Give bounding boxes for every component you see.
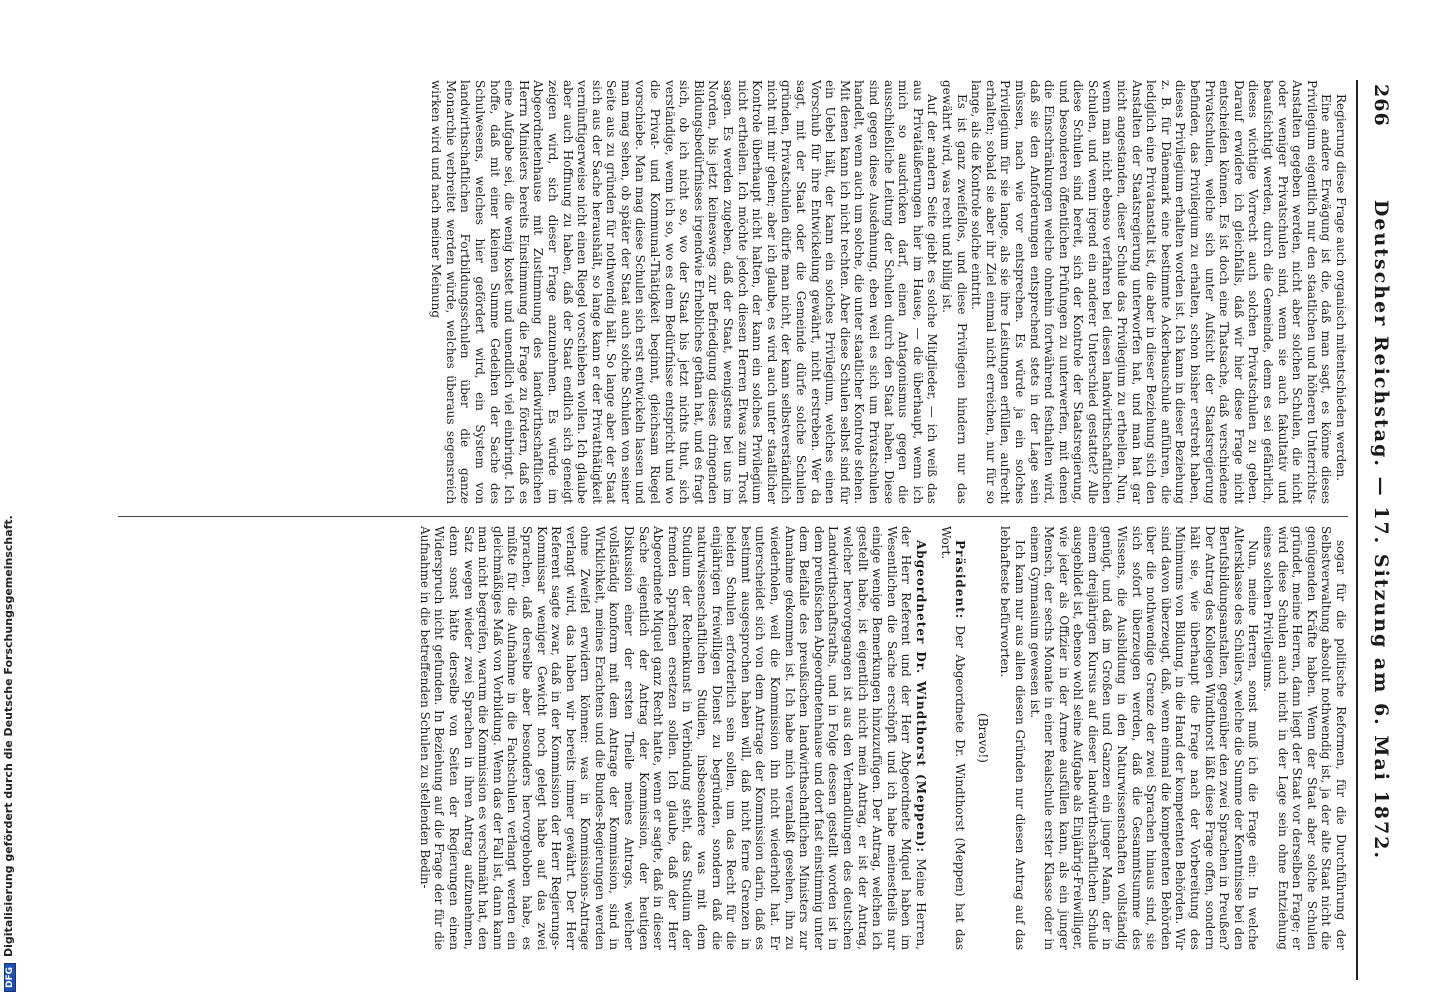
speaker-label: Abgeordneter Dr. Windthorst (Meppen): xyxy=(913,540,928,853)
page-number: 266 xyxy=(1370,84,1392,127)
president-remark xyxy=(938,526,967,950)
running-title: Deutscher Reichstag. — 17. Sitzung am 6. Mai 1872. xyxy=(1370,199,1392,861)
left-paragraph-2: Eine andere Erwägung ist die, daß man sagt, es könne dieses Privilegium eigentlich nur den staatlichen und höheren Unterrichts-Anstalten gegeben werden, nicht aber solchen Schulen, die nicht oder weniger Privatschulen sind, wenn sie auch fakultativ und beaufsichtigt werden, durch die Gemeinde, denn es sei gefährlich, dieses wichtige Vorrecht auch solchen Privatschulen zu geben. Darauf erwidere ich gleichfalls, daß wir hier diese Frage nicht entscheiden können. Es ist doch eine Thatsache, daß verschiedene Privatschulen, welche sich unter Aufsicht der Staatsregierung befinden, das Privilegium zu erhalten, schon bisher erstrebt haben, dieses Privilegium erhalten worden ist. Ich kann in dieser Beziehung z. B. für Dänemark eine bestimmte Ackerbauschule anführen, die lediglich eine Privatanstalt ist, die aber in dieser Beziehung sich den Anstalten der Staatsregierung unterworfen hat, und man hat gar nicht angestanden, dieser Schule das Privilegium zu ertheilen. Nun, wenn man nicht ebenso verfahren bei diesen landwirthschaftlichen Schulen, und wenn irgend ein anderer Unterschied gestattet? Alle diese Schulen sind bereit, sich der Kontrole der Staatsregierung, und besonderen öffentlichen Prüfungen zu unterwerfen, mit denen die Einschränkungen welche ohnehin fortwährend festhalten wird, daß sie den Anforderungen entsprechend stets in der Lage sein müssen, nach wie vor entsprechen. Es würde ja ein solches Privilegium für sie lange, als sie ihre Leistungen erfüllen, aufrecht erhalten; sobald sie aber ihr Ziel einmal nicht erreichen, nur für so lange, als die Kontrole solche eintritt. xyxy=(969,80,1334,504)
attribution-strip xyxy=(0,0,18,1000)
attribution-text: Digitalisierung gefördert durch die Deutsche Forschungsgemeinschaft. xyxy=(2,515,15,957)
left-paragraph-4: Auf der andern Seite giebt es solche Mitglieder, — ich weiß das aus Privatäußerungen hier im Hause, — die überhaupt, wenn ich mich so ausdrücken darf, einen Antagonismus gegen die ausschließliche Leitung der Schulen durch den Staat haben. Diese sind gegen diese Ausdehnung, eben weil es sich um Privatschulen handelt, wenn auch um solche, die unter staatlicher Kontrole stehen. Mit denen kann ich nicht rechten. Aber diese Schulen selbst sind für ein Uebel hält, der kann ein solches Privilegium, welches einen Vorschub für ihre Entwickelung gewährt, nicht erstreben. Wer da sagt, mit der Staat oder die Gemeinde dürfe solche Schulen gründen, Privatschulen dürfe man nicht, der kann selbstverständlich nicht mit mir gehen; aber ich glaube, es wird auch unter staatlicher Kontrole überhaupt nicht halten, der kann ein solches Privilegium nicht ertheilen. Ich möchte jedoch diesen Herren Etwas zum Trost sagen. Es werden zugeben, daß der Staat, wenigstens bei uns im Norden, bis jetzt keineswegs zur Befriedigung dieses dringenden Bildungsbedürfnisses irgendwie Erhebliches gethan hat, und es fragt sich, ob ich nicht so, wo der Staat bis jetzt nichts thut, sich verständige, wenn ich so, wo es dem Bedürfnisse entspricht und wo die Privat- und Kommunal-Thätigkeit beginnt, gleichsam Riegel vorschiebe. Man mag diese Schulen sich erst entwickeln lassen und man mag sehen, ob später der Staat auch solche Schulen von seiner Seite aus zu gründen für nothwendig hält. So lange aber der Staat sich aus der Sache heraushält, so lange kann er der Privatthätigkeit vernünftigerweise nicht einen Riegel vorschieben wollen. Ich glaube aber auch Hoffnung zu haben, daß der Staat endlich sich geneigt zeigen wird, sich dieser Frage anzunehmen. Es würde im Abgeordnetenhause mit Zustimmung des landwirthschaftlichen Herrn Ministers bereits Einstimmung die Frage zu fördern, daß es eine Aufgabe sei, die wenig kostet und unendlich viel einbringt. Ich hoffe, daß mit einer kleinen Summe Gedeihen der Sache des Schulwesens, welches hier gefördert wird, ein System von landwirthschaftlichen Fortbildungsschulen über die ganze Monarchie verbreitet werden würde, welches überaus segensreich wirken wird und nach meiner Meinung xyxy=(429,80,940,504)
right-paragraph-1: sogar für die politische Reformen, für die Durchführung der Selbstverwaltung absolut nothwendig ist, ja der alte Staat nicht die genügenden Kräfte haben. Wenn der Staat aber solche Schulen gründet, meine Herren, dann liegt der Staat vor derselben Frage; er wird diese Schulen auch nicht in der Lage sein ohne Entziehung eines solchen Privilegiums. xyxy=(1261,526,1348,950)
right-column xyxy=(118,526,1348,950)
president-text: Der Abgeordnete Dr. Windthorst (Meppen) hat das Wort. xyxy=(938,526,968,950)
dfg-logo: DFG xyxy=(4,963,16,992)
spacer xyxy=(928,526,938,950)
column-divider xyxy=(118,516,1348,517)
right-paragraph-3: Ich kann nur aus allen diesen Gründen nur diesen Antrag auf das lebhafteste befürworten. xyxy=(998,526,1027,950)
right-paragraph-2: Nun, meine Herren, sonst muß ich die Frage ein: In welche Altersklasse des Schülers, welche die Summe der Kenntnisse bei den Berufsbildungsanstalten, gegenüber den zwei Sprachen in Preußen? Der Antrag des Kollegen Windthorst läßt diese Frage offen, sondern hält sie, wie überhaupt die Frage nach der Vorbereitung des Minimums von Bildung, in die Hand der kompetenten Behörden. Wir sind davon überzeugt, daß, wenn einmal die kompetenten Behörden über die nothwendige Grenze der zwei Sprachen hinaus sind, sie sich sofort überzeugen werden, daß die Gesammtsumme des Wissens, die Ausbildung in den Naturwissenschaften vollständig genügt, und daß im Großen und Ganzen ein junger Mann, der in einem dreijährigen Kursus auf dieser landwirthschaftlichen Schule ausgebildet ist, ebenso wohl seine Aufgabe als Einjährig-Freiwilliger, wie jeder als Offizier in der Armee ausfüllen kann, als ein junger Mensch, der sechs Monate in einer Realschule erster Klasse oder in einem Gymnasium gewesen ist. xyxy=(1027,526,1261,950)
dfg-attribution xyxy=(2,12,16,992)
speech xyxy=(417,526,928,950)
left-column xyxy=(118,80,1348,504)
stage-direction: (Bravo!) xyxy=(975,713,990,763)
scanned-page xyxy=(72,80,1392,980)
left-paragraph-1: Regierung diese Frage auch organisch mitentschieden werden. xyxy=(1334,94,1348,481)
president-label: Präsident: xyxy=(953,540,968,620)
left-paragraph-3: Es ist ganz zweifellos, und diese Privilegien hindern nur das gewährt wird, was recht und billig ist. xyxy=(939,80,969,504)
page-header xyxy=(1356,80,1392,980)
speech-text: Meine Herren, der Herr Referent und der Herr Abgeordnete Miquel haben im Wesentlichen die Sache erschöpft und ich habe meinestheils nur einige wenige Bemerkungen hinzuzufügen. Der Antrag, welchen ich gestellt habe, ist eigentlich nicht mein Antrag, er ist der Antrag, welcher hervorgegangen ist aus den Verhandlungen des deutschen Landwirthschaftsraths, und in Folge dessen gestellt worden ist in dem preußischen Abgeordnetenhause und dort fast einstimmig unter dem Beifalle des preußischen landwirthschaftlichen Ministers zur Annahme gekommen ist. Ich habe mich veranlaßt gesehen, ihn zu wiederholen, weil die Kommission ihn nicht wiederholt hat. Er unterscheidet sich von dem Antrage der Kommission darin, daß es bestimmt ausgesprochen haben will, daß nicht ferne Grenzen in beiden Schulen erforderlich sein sollen, um das Recht für die einjährigen freiwilligen Dienst zu begründen, sondern daß die naturwissenschaftlichen Studien, insbesondere was mit dem Studium der Rechenkunst in Verbindung steht, das Studium der fremden Sprachen ersetzen sollen. Ich glaube, daß der Herr Abgeordnete Miquel ganz Recht hatte, wenn er sagte, daß in dieser Sache eigentlich der Antrag der Kommission, der heutigen Diskussion einer der ersten Theile meines Antrags, welcher vollständig konform mit dem Antrage der Kommission, sind in Wirklichkeit, meines Erachtens und die Bundes-Regierungen werden ohne Zweifel erwidern können: was in Kommissions-Antrage verlangt wird, das haben wir bereits immer gewährt. Der Herr Referent sagte zwar, daß in der Kommission der Herr Regierungs-Kommissar weniger Gewicht noch gelegt habe auf das zwei Sprachen, daß derselbe aber besonders hervorgehoben habe, es müßte für die Aufnahme in die Fachschulen verlangt werden ein gleichmäßiges Maß von Vorbildung. Wenn das der Fall ist, dann kann man nicht begreifen, warum die Kommission es verschmäht hat, den Satz wegen wieder zwei Sprachen in ihren Antrag aufzunehmen, denn sonst hätte derselbe von Seiten der Regierungen einen Widerspruch nicht gefunden. In Beziehung auf die Frage der für die Aufnahme in die betreffenden Schulen zu stellenden Bedin- xyxy=(417,526,928,950)
